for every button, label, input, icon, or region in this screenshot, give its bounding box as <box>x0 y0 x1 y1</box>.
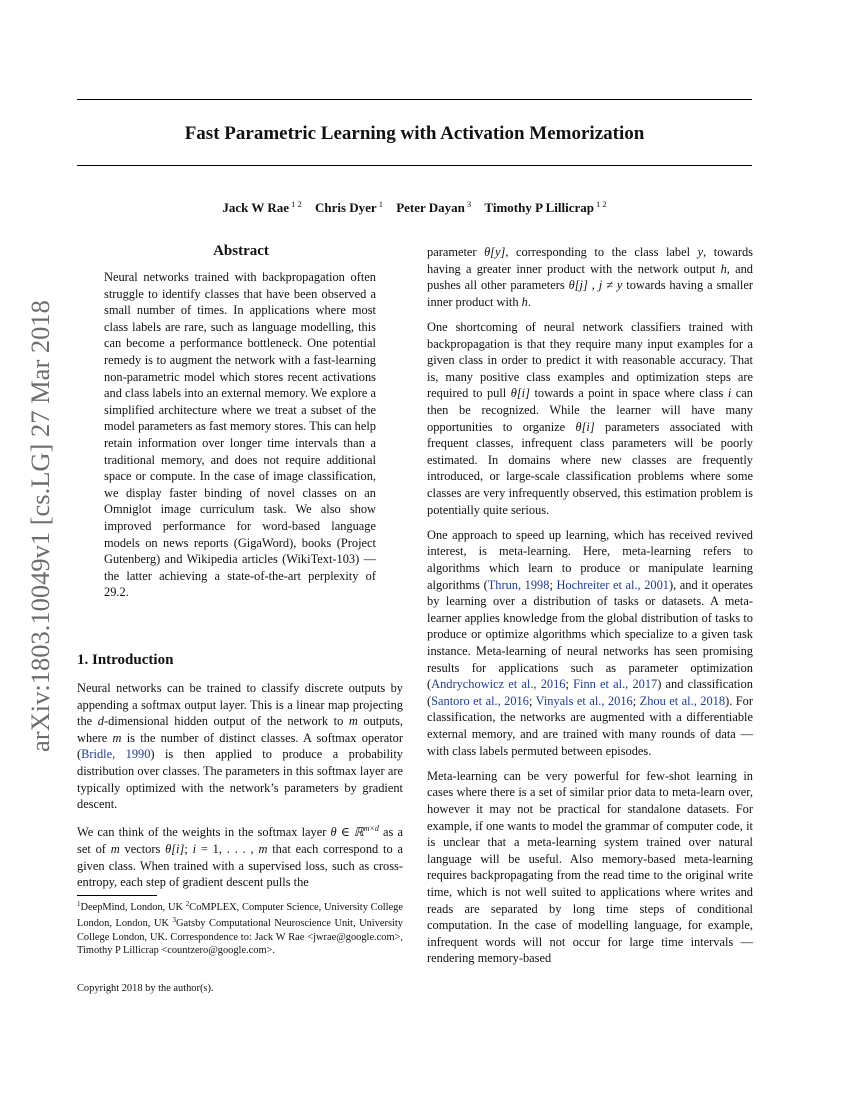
right-column-body <box>427 244 753 976</box>
paragraph: Meta-learning can be very powerful for few-shot learning in cases where there is a set of similar prior data to meta-learn over, however it may not be practical for standalone datasets. For example, if one wants to model the grammar of computer code, it is unclear that a meta-learning system trained over natural language will be useful. Also memory-based meta-learning requires backpropagating from the read time to the original write time, which is not well suited to applications where writes and reads are separated by long time steps of conditional computation. In the case of modelling language, for example, infrequent words will not occur for large time intervals — rendering memory-based <box>427 768 753 966</box>
author-list <box>77 195 752 217</box>
citation-link[interactable]: Andrychowicz et al., 2016 <box>431 677 566 692</box>
paragraph: One approach to speed up learning, which has received revived interest, is meta-learning. Here, meta-learning refers to algorithms which learn to produce or manipulate learning algorithms (Thrun, 1998; Hochreiter et al., 2001), and it operates by learning over a distribution of tasks or datasets. A meta-learner applies knowledge from the global distribution of tasks to produce or optimize algorithms which specialize to a given task instance. Meta-learning of neural networks has seen promising results for applications such as parameter optimization (Andrychowicz et al., 2016; Finn et al., 2017) and classification (Santoro et al., 2016; Vinyals et al., 2016; Zhou et al., 2018). For classification, the networks are augmented with a differentiable external memory, and are trained with many rounds of data — with class labels permuted between episodes. <box>427 527 753 758</box>
title-bottom-rule <box>77 165 752 166</box>
introduction-body <box>77 680 403 900</box>
paragraph: Neural networks can be trained to classify discrete outputs by appending a softmax output layer. This is a linear map projecting the d-dimensional hidden output of the network to m outputs, where m is the number of distinct classes. A softmax operator (Bridle, 1990) is then applied to produce a probability distribution over classes. The parameters in this softmax layer are typically optimized with the network’s parameters by gradient descent. <box>77 681 403 812</box>
affiliation-footnote: $^1$DeepMind, London, UK $^2$CoMPLEX, Computer Science, University College London, London, UK $^3$Gatsby Computational Neuroscience Unit, University College London, UK. Correspondence to: Jack W Rae <jwrae@google.com>, Timothy P Lillicrap <countzero@google.com>. <box>77 900 403 957</box>
abstract-heading: Abstract <box>213 243 269 259</box>
abstract-text: Neural networks trained with backpropagation often struggle to identify classes that have been observed a small number of times. In applications where most class labels are rare, such as language modelling, this can become a performance bottleneck. One potential remedy is to augment the network with a fast-learning non-parametric model which stores recent activations and class labels into an external memory. We explore a simplified architecture where we treat a subset of the model parameters as fast memory stores. This can help retain information over longer time intervals than a traditional memory, and does not require additional space or compute. In the case of image classification, we display faster binding of novel classes on an Omniglot image curriculum task. We also show improved performance for word-based language models on news reports (GigaWord), books (Project Gutenberg) and Wikipedia articles (WikiText-103) — the latter achieving a state-of-the-art perplexity of 29.2. <box>104 270 376 600</box>
paragraph: We can think of the weights in the softmax layer θ ∈ ℝ$^{m\times d}$ as a set of m vectors θ[i]; i = 1, . . . , m that each correspond to a given class. When trained with a supervised loss, such as cross-entropy, each step of gradient descent pulls the <box>77 824 403 890</box>
author: Chris Dyer $^1$ <box>314 199 383 215</box>
arxiv-sidebar-stamp: arXiv:1803.10049v1 [cs.LG] 27 Mar 2018 <box>25 300 55 752</box>
citation-link[interactable]: Bridle, 1990 <box>81 747 151 762</box>
citation-link[interactable]: Hochreiter et al., 2001 <box>556 577 669 592</box>
title-top-rule <box>77 99 752 100</box>
copyright-notice: Copyright 2018 by the author(s). <box>77 983 214 994</box>
abstract-body <box>104 269 376 610</box>
section-heading-introduction: 1. Introduction <box>77 652 174 668</box>
paragraph: One shortcoming of neural network classifiers trained with backpropagation is that they require many input examples for a given class in order to predict it with reasonable accuracy. That is, many positive class examples and optimization steps are required to pull θ[i] towards a point in space where class i can then be recognized. While the learner will have many opportunities to organize θ[i] parameters associated with frequent classes, infrequent class parameters will be poorly estimated. In domains where new classes are frequently introduced, or large-scale classification problems where some classes are very infrequently observed, this estimation problem is potentially quite serious. <box>427 320 753 517</box>
author: Jack W Rae $^{1 2}$ <box>222 199 302 215</box>
citation-link[interactable]: Vinyals et al., 2016 <box>535 693 633 708</box>
paper-title: Fast Parametric Learning with Activation Memorization <box>184 123 645 144</box>
citation-link[interactable]: Zhou et al., 2018 <box>639 693 726 708</box>
paragraph: parameter θ[y], corresponding to the class label y, towards having a greater inner product with the network output h, and pushes all other parameters θ[j] , j ≠ y towards having a smaller inner product with h. <box>427 245 753 309</box>
author: Peter Dayan $^3$ <box>396 199 472 215</box>
citation-link[interactable]: Santoro et al., 2016 <box>431 693 529 708</box>
citation-link[interactable]: Thrun, 1998 <box>487 577 550 592</box>
footnote-rule <box>77 895 157 896</box>
citation-link[interactable]: Finn et al., 2017 <box>573 677 658 692</box>
author: Timothy P Lillicrap $^{1 2}$ <box>484 199 607 215</box>
